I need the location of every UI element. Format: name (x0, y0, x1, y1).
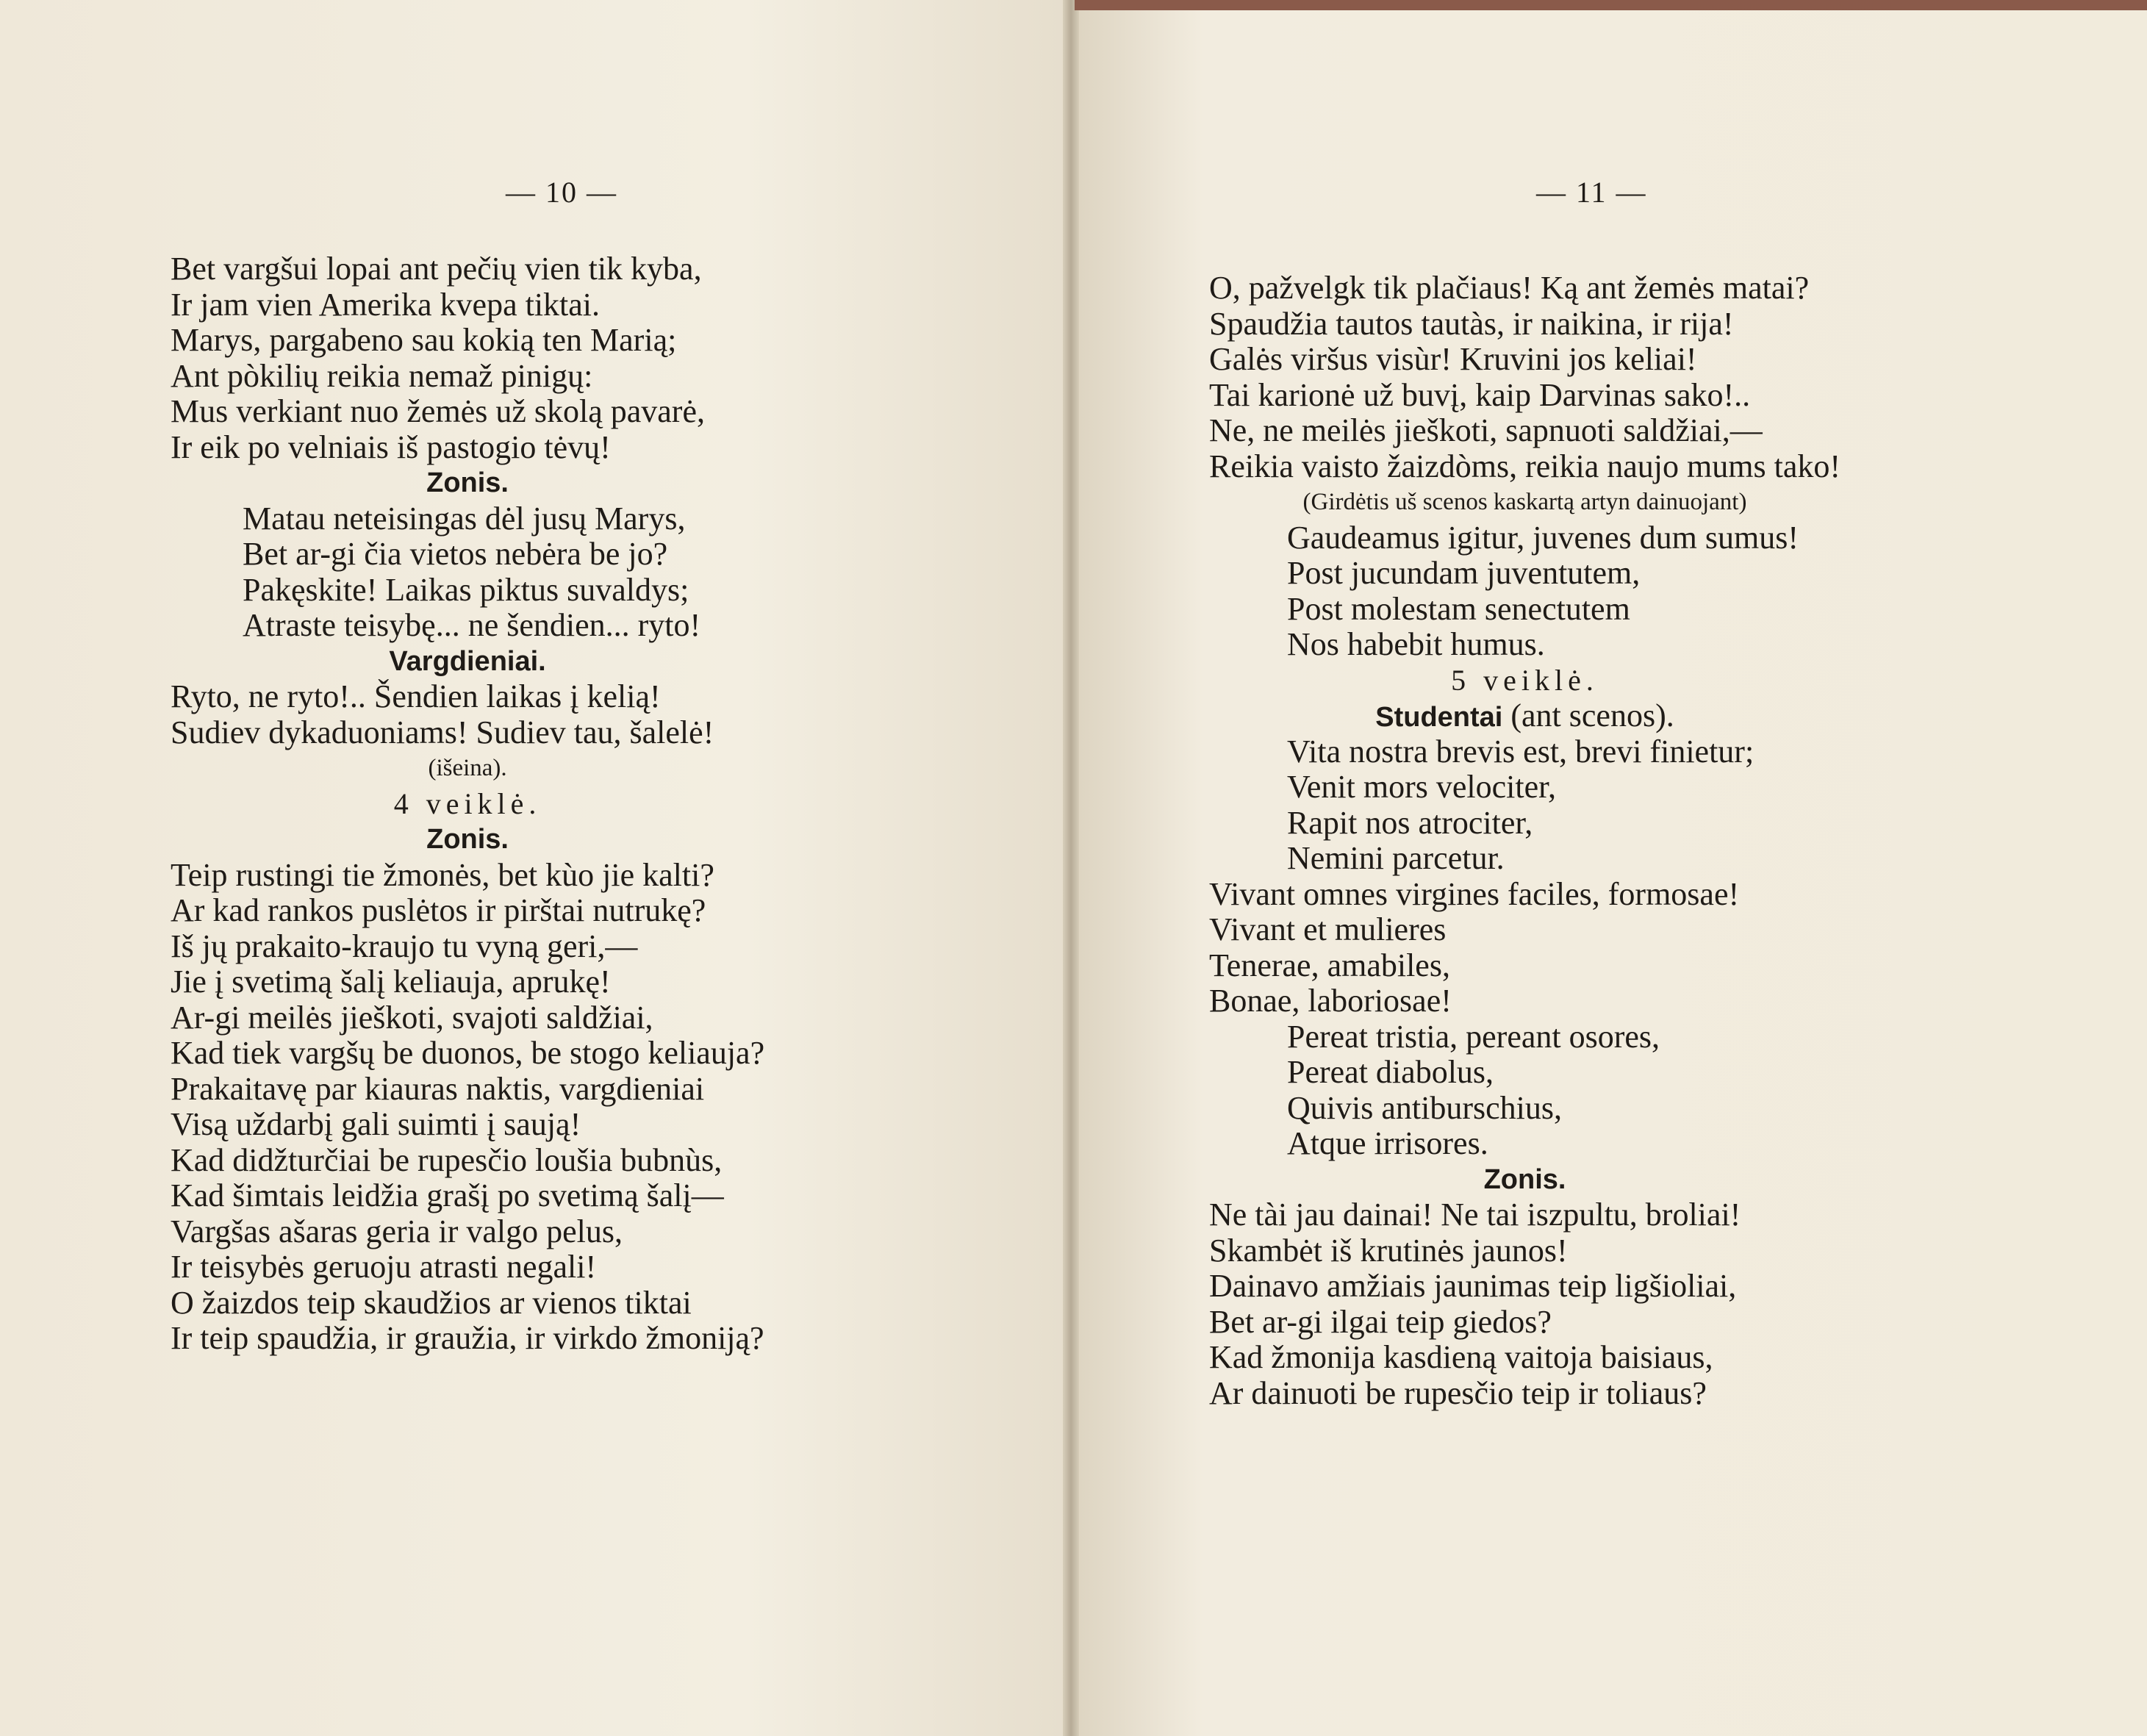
verse-line: Dainavo amžiais jaunimas teip ligšioliai, (1209, 1268, 1737, 1304)
cover-edge (1075, 0, 2147, 10)
verse-line: Marys, pargabeno sau kokią ten Marią; (171, 322, 677, 358)
verse-line: Pakęskite! Laikas piktus suvaldys; (243, 571, 689, 608)
song-line: Venit mors velociter, (1287, 769, 1557, 805)
verse-line: Kad tiek vargšų be duonos, be stogo keliauja? (171, 1035, 765, 1071)
song-line: Gaudeamus igitur, juvenes dum sumus! (1287, 519, 1799, 556)
verse-line: Ne tài jau dainai! Ne tai iszpultu, broliai! (1209, 1197, 1741, 1233)
verse-line: Teip rustingi tie žmonės, bet kùo jie kalti? (171, 856, 714, 893)
verse-line: Reikia vaisto žaizdòms, reikia naujo mums tako! (1209, 448, 1841, 484)
song-line: Quivis antiburschius, (1287, 1089, 1562, 1126)
song-line: Post jucundam juventutem, (1287, 555, 1641, 591)
speaker-name: Studentai (1375, 702, 1503, 733)
verse-line: Atraste teisybę... ne šendien... ryto! (243, 607, 701, 643)
song-line: Nos habebit humus. (1287, 626, 1545, 662)
verse-line: Ryto, ne ryto!.. Šendien laikas į kelią! (171, 678, 661, 714)
verse-line: Ir teisybės geruoju atrasti negali! (171, 1249, 597, 1285)
verse-line: Tai karionė už buvį, kaip Darvinas sako!.. (1209, 376, 1751, 413)
speaker-name: Vargdieniai. (389, 645, 546, 677)
song-line: Tenerae, amabiles, (1209, 947, 1450, 983)
song-line: Vivant omnes virgines faciles, formosae! (1209, 875, 1740, 912)
verse-line: Ant pòkilių reikia nemaž pinigų: (171, 357, 593, 394)
speaker-name: Zonis. (426, 824, 509, 855)
verse-line: Spaudžia tautos tautàs, ir naikina, ir rija! (1209, 305, 1734, 342)
verse-line: Iš jų prakaito-kraujo tu vyną geri,— (171, 928, 638, 964)
verse-line: Ar kad rankos puslėtos ir pirštai nutrukę? (171, 892, 706, 928)
verse-line: Mus verkiant nuo žemės už skolą pavarė, (171, 393, 705, 429)
stage-direction: (išeina). (428, 755, 507, 781)
song-line: Post molestam senectutem (1287, 590, 1630, 627)
verse-line: Jie į svetimą šalį keliauja, aprukę! (171, 964, 611, 1000)
stage-direction: (Girdėtis uš scenos kaskartą artyn dainuojant) (1302, 489, 1747, 515)
verse-line: Ar dainuoti be rupesčio teip ir toliaus? (1209, 1374, 1707, 1411)
verse-line: O, pažvelgk tik plačiaus! Ką ant žemės matai? (1209, 270, 1810, 306)
verse-line: Prakaitavę par kiauras naktis, vargdieniai (171, 1070, 705, 1107)
verse-line: Skambėt iš krutinės jaunos! (1209, 1232, 1568, 1269)
verse-line: Galės viršus visùr! Kruvini jos keliai! (1209, 341, 1697, 377)
act-heading: 4 veiklė. (393, 786, 542, 820)
verse-line: Ar-gi meilės jieškoti, svajoti saldžiai, (171, 999, 653, 1036)
verse-line: Ir eik po velniais iš pastogio tėvų! (171, 428, 611, 465)
verse-line: Kad žmonija kasdieną vaitoja baisiaus, (1209, 1339, 1713, 1375)
song-line: Pereat tristia, pereant osores, (1287, 1018, 1660, 1055)
right-page-text (1209, 270, 1840, 1411)
speaker-name: Zonis. (426, 467, 509, 498)
speaker-name: Zonis. (1483, 1163, 1566, 1195)
song-line: Pereat diabolus, (1287, 1054, 1494, 1090)
speaker-note: (ant scenos). (1502, 697, 1674, 734)
verse-line: Ir teip spaudžia, ir graužia, ir virkdo žmoniją? (171, 1320, 764, 1356)
book-gutter (1063, 0, 1079, 1736)
verse-line: O žaizdos teip skaudžios ar vienos tiktai (171, 1284, 692, 1321)
page-number-right: — 11 — (1536, 176, 1647, 209)
song-line: Nemini parcetur. (1287, 840, 1505, 876)
page-number-left: — 10 — (506, 176, 617, 209)
verse-line: Sudiev dykaduoniams! Sudiev tau, šalelė! (171, 714, 714, 750)
song-line: Vivant et mulieres (1209, 911, 1447, 947)
song-line: Atque irrisores. (1287, 1125, 1488, 1161)
verse-line: Kad šimtais leidžia grašį po svetimą šalį— (171, 1177, 724, 1213)
song-line: Vita nostra brevis est, brevi finietur; (1287, 733, 1754, 770)
verse-line: Ne, ne meilės jieškoti, sapnuoti saldžiai,— (1209, 412, 1763, 448)
verse-line: Visą uždarbį gali suimti į saują! (171, 1106, 581, 1142)
act-heading: 5 veiklė. (1451, 663, 1599, 697)
verse-line: Vargšas ašaras geria ir valgo pelus, (171, 1213, 623, 1249)
verse-line: Bet ar-gi ilgai teip giedos? (1209, 1303, 1552, 1340)
song-line: Rapit nos atrociter, (1287, 804, 1533, 841)
verse-line: Bet vargšui lopai ant pečių vien tik kyba, (171, 251, 702, 287)
verse-line: Kad didžturčiai be rupesčio loušia bubnùs, (171, 1141, 723, 1178)
verse-line: Matau neteisingas dėl jusų Marys, (243, 500, 686, 537)
left-page-text (171, 251, 764, 1357)
verse-line: Ir jam vien Amerika kvepa tiktai. (171, 286, 601, 323)
song-line: Bonae, laboriosae! (1209, 983, 1452, 1019)
speaker-heading (1209, 698, 1840, 734)
verse-line: Bet ar-gi čia vietos nebėra be jo? (243, 536, 668, 572)
